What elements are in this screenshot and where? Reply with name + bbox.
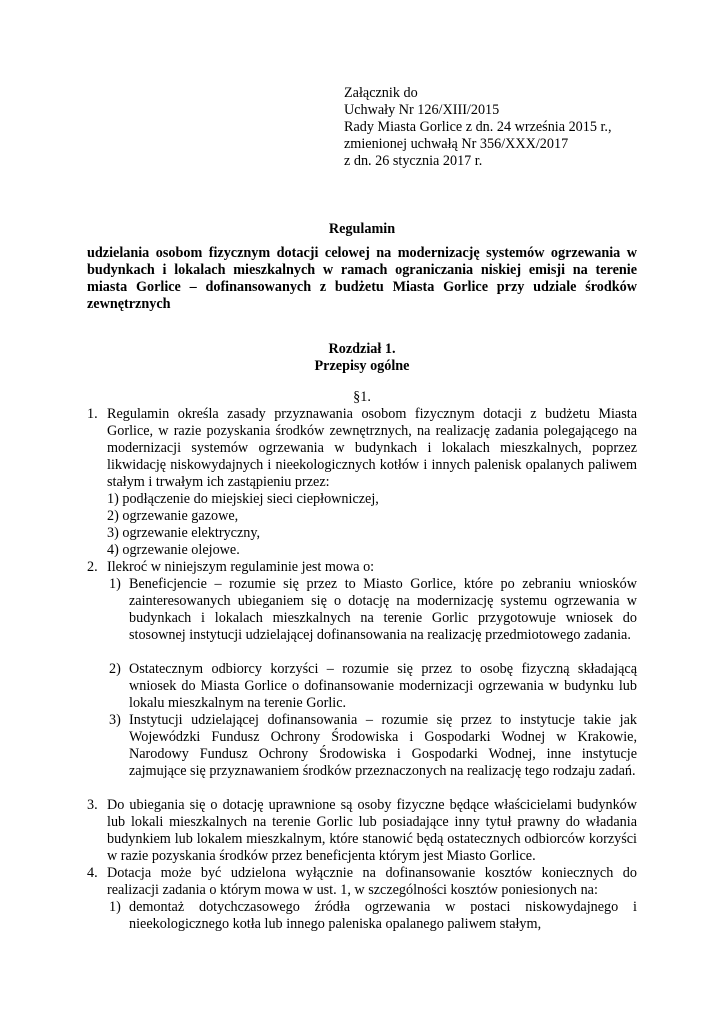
annex-line: z dn. 26 stycznia 2017 r. [344,153,483,169]
sub-item-number: 3) [109,712,121,728]
item-number: 1. [87,406,98,422]
item-text: Dotacja może być udzielona wyłącznie na dofinansowanie kosztów koniecznych do realizacji zadania o którym mowa w ust. 1, w szczególności kosztów poniesionych na: [107,865,637,898]
annex-line: zmienionej uchwałą Nr 356/XXX/2017 [344,136,569,152]
item-number: 4. [87,865,98,881]
sub-item-text: Ostatecznym odbiorcy korzyści – rozumie się przez to osobę fizyczną składającą wniosek do Miasta Gorlice o dofinansowanie modernizacji ogrzewania w budynku lub lokalu mieszkalnym na terenie Gorlic. [129,661,637,711]
sub-item-number: 2) [109,661,121,677]
document-title: Regulamin [328,221,396,237]
annex-line: Rady Miasta Gorlice z dn. 24 września 2015 r., [344,119,612,135]
sub-item-number: 1) [109,576,121,592]
paragraph-mark: §1. [353,389,371,405]
item-text: Regulamin określa zasady przyznawania osobom fizycznym dotacji z budżetu Miasta Gorlice, w razie pozyskania środków zewnętrznych, na realizację zadania polegającego na modernizacji systemów ogrzewania w budynkach i lokalach mieszkalnych, poprzez likwidację niskowydajnych i nieekologicznych kotłów i innych palenisk opalanych paliwem stałym i trwałym ich zastąpieniu przez: [107,406,637,490]
chapter-number: Rozdział 1. [328,341,396,357]
chapter-name: Przepisy ogólne [314,358,410,374]
sub-item-text: Instytucji udzielającej dofinansowania – rozumie się przez to instytucje takie jak Wojewódzki Fundusz Ochrony Środowiska i Gospodarki Wodnej w Krakowie, Narodowy Fundusz Ochrony Środowiska i Gospodarki Wodnej, inne instytucje zajmujące się przyznawaniem środków przeznaczonych na realizację tego rodzaju zadań. [129,712,637,779]
sub-item: 2) ogrzewanie gazowe, [107,508,239,524]
sub-item-text: demontaż dotychczasowego źródła ogrzewania w postaci niskowydajnego i nieekologicznego kotła lub innego paleniska opalanego paliwem stałym, [129,899,637,932]
item-number: 2. [87,559,98,575]
annex-header [344,85,704,170]
annex-line: Uchwały Nr 126/XIII/2015 [344,102,500,118]
sub-item-number: 1) [109,899,121,915]
annex-line: Załącznik do [344,85,418,101]
sub-item: 3) ogrzewanie elektryczny, [107,525,261,541]
sub-item-text: Beneficjencie – rozumie się przez to Miasto Gorlice, które po zebraniu wniosków zainteresowanych ubieganiem się o dotację na modernizację systemu ogrzewania w budynkach i lokalach mieszkalnych na terenie Gorlic przygotowuje wniosek do stosownej instytucji udzielającej dofinansowania na realizację przedmiotowego zadania. [129,576,637,643]
sub-item: 4) ogrzewanie olejowe. [107,542,240,558]
item-text: Do ubiegania się o dotację uprawnione są osoby fizyczne będące właścicielami budynków lub lokali mieszkalnych na terenie Gorlic lub posiadające inny tytuł prawny do władania budynkiem lub lokalem mieszkalnym, które stanowić będą ostatecznych odbiorców korzyści w razie pozyskania środków przez beneficjenta którym jest Miasto Gorlice. [107,797,637,864]
sub-item: 1) podłączenie do miejskiej sieci ciepłowniczej, [107,491,379,507]
item-number: 3. [87,797,98,813]
document-subtitle: udzielania osobom fizycznym dotacji celowej na modernizację systemów ogrzewania w budynkach i lokalach mieszkalnych w ramach ograniczania niskiej emisji na terenie miasta Gorlice – dofinansowanych z budżetu Miasta Gorlice przy udziale środków zewnętrznych [87,245,637,312]
item-text: Ilekroć w niniejszym regulaminie jest mowa o: [107,559,375,575]
